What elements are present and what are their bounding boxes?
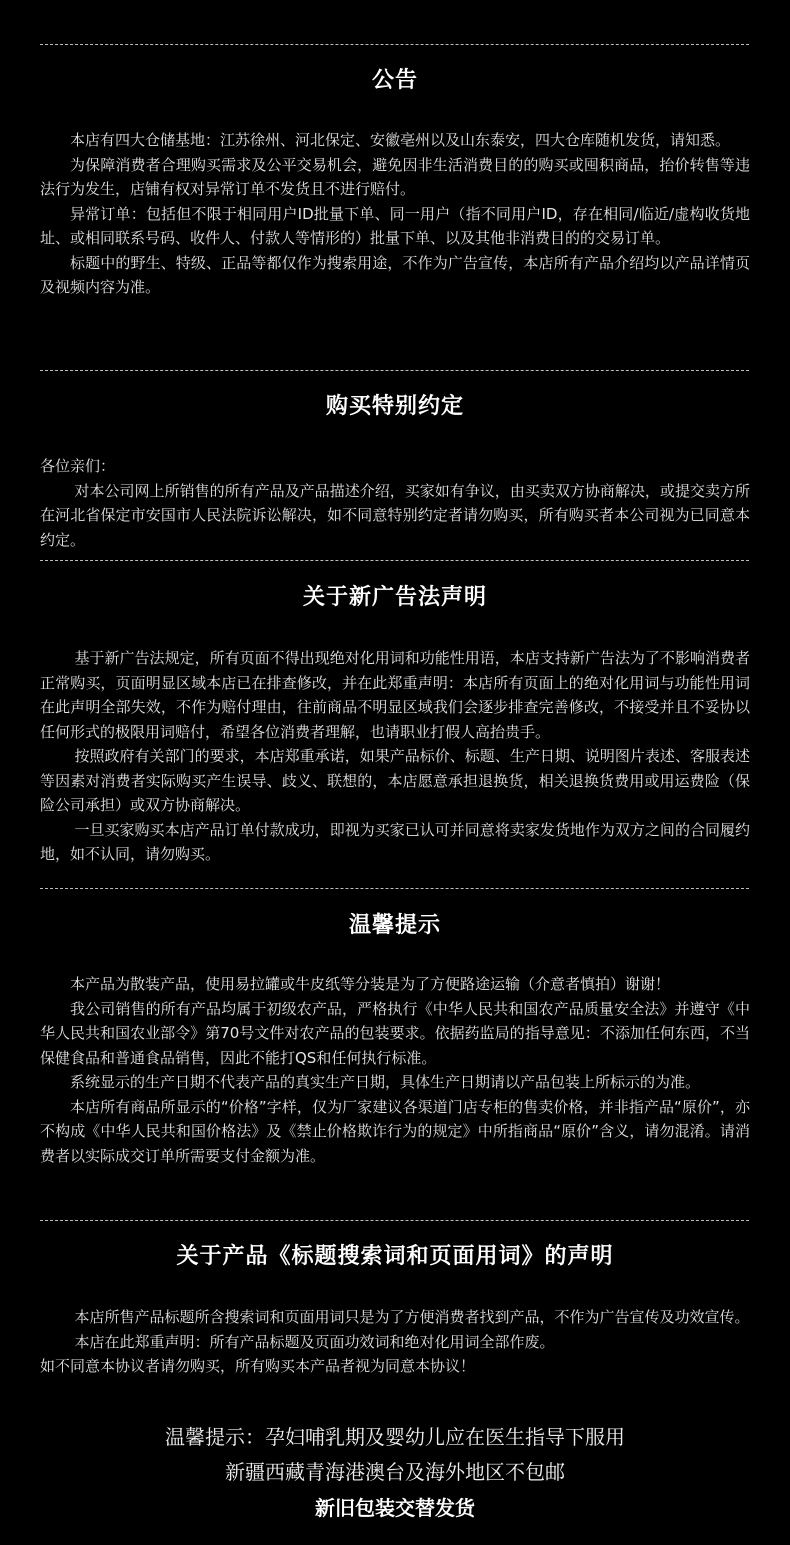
keywords-body [40, 1305, 750, 1379]
tips-paragraph: 系统显示的生产日期不代表产品的真实生产日期，具体生产日期请以产品包装上所标示的为准。 [70, 1073, 701, 1091]
keywords-closing: 如不同意本协议者请勿购买，所有购买本产品者视为同意本协议！ [40, 1357, 476, 1375]
notice-title: 公告 [371, 68, 418, 93]
ad-law-title: 关于新广告法声明 [302, 585, 487, 610]
divider-line [40, 560, 749, 561]
agreement-paragraph: 对本公司网上所销售的所有产品及产品描述介绍，买家如有争议，由买卖双方协商解决，或提交卖方所在河北省保定市安国市人民法院诉讼解决，如不同意特别约定者请勿购买，所有购买者本公司视为已同意本约定。 [40, 481, 750, 549]
footer-packaging-note: 新旧包装交替发货 [315, 1496, 475, 1520]
notice-paragraph: 本店有四大仓储基地：江苏徐州、河北保定、安徽亳州以及山东泰安，四大仓库随机发货，请知悉。 [70, 131, 731, 149]
ad-law-paragraph: 按照政府有关部门的要求，本店郑重承诺，如果产品标价、标题、生产日期、说明图片表述、客服表述等因素对消费者实际购买产生误导、歧义、联想的，本店愿意承担退换货，相关退换货费用或用运费险（保险公司承担）或双方协商解决。 [40, 747, 750, 814]
divider-line [40, 44, 749, 45]
keywords-title: 关于产品《标题搜索词和页面用词》的声明 [176, 1244, 614, 1269]
notice-paragraph: 为保障消费者合理购买需求及公平交易机会，避免因非生活消费目的的购买或囤积商品，抬价转售等违法行为发生，店铺有权对异常订单不发货且不进行赔付。 [40, 155, 750, 198]
ad-law-body [40, 646, 750, 867]
keywords-paragraph: 本店在此郑重声明：所有产品标题及页面功效词和绝对化用词全部作废。 [74, 1332, 555, 1351]
tips-paragraph: 本产品为散装产品，使用易拉罐或牛皮纸等分装是为了方便路途运输（介意者慎拍）谢谢！ [70, 975, 671, 993]
ad-law-paragraph: 一旦买家购买本店产品订单付款成功，即视为买家已认可并同意将卖家发货地作为双方之间的合同履约地，如不认同，请勿购买。 [40, 820, 750, 863]
agreement-title: 购买特别约定 [325, 394, 464, 419]
tips-title: 温馨提示 [348, 913, 441, 938]
tips-body [40, 972, 750, 1168]
agreement-body [40, 454, 750, 552]
tips-paragraph: 本店所有商品所显示的“价格”字样，仅为厂家建议各渠道门店专柜的售卖价格，并非指产品“原价”，亦不构成《中华人民共和国价格法》及《禁止价格欺诈行为的规定》中所指商品“原价”含义，请勿混淆。请消费者以实际成交订单所需要支付金额为准。 [40, 1097, 750, 1165]
notice-body [40, 128, 750, 300]
keywords-paragraph: 本店所售产品标题所含搜索词和页面用词只是为了方便消费者找到产品，不作为广告宣传及功效宣传。 [74, 1308, 750, 1326]
tips-paragraph: 我公司销售的所有产品均属于初级农产品，严格执行《中华人民共和国农产品质量安全法》并遵守《中华人民共和国农业部令》第70号文件对农产品的包装要求。依据药监局的指导意见：不添加任何东西，不当保健食品和普通食品销售，因此不能打QS和任何执行标准。 [40, 999, 750, 1067]
divider-line [40, 370, 749, 371]
notice-paragraph: 标题中的野生、特级、正品等都仅作为搜索用途，不作为广告宣传，本店所有产品介绍均以产品详情页及视频内容为准。 [40, 253, 750, 296]
ad-law-paragraph: 基于新广告法规定，所有页面不得出现绝对化用词和功能性用语，本店支持新广告法为了不影响消费者正常购买，页面明显区域本店已在排查修改，并在此郑重声明：本店所有页面上的绝对化用词与功能性用词在此声明全部失效，不作为赔付理由，往前商品不明显区域我们会逐步排查完善修改，不接受并且不妥协以任何形式的极限用词赔付，希望各位消费者理解，也请职业打假人高抬贵手。 [40, 649, 750, 741]
divider-line [40, 1220, 749, 1221]
divider-line [40, 888, 749, 889]
footer-tip: 温馨提示：孕妇哺乳期及婴幼儿应在医生指导下服用 [165, 1425, 625, 1449]
agreement-greeting: 各位亲们： [40, 457, 116, 475]
footer-shipping-note: 新疆西藏青海港澳台及海外地区不包邮 [225, 1460, 565, 1484]
notice-paragraph: 异常订单：包括但不限于相同用户ID批量下单、同一用户（指不同用户ID，存在相同/临近/虚构收货地址、或相同联系号码、收件人、付款人等情形的）批量下单、以及其他非消费目的的交易订单。 [40, 204, 750, 247]
